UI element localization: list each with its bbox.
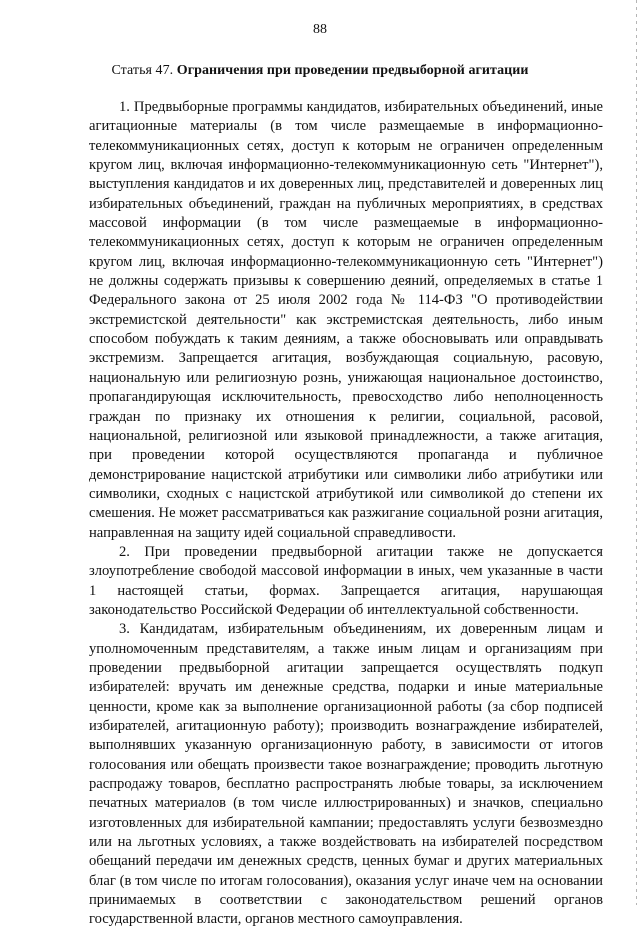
article-heading: Ограничения при проведении предвыборной агитации bbox=[176, 63, 529, 78]
paragraph-2: 2. При проведении предвыборной агитации также не допускается злоупотребление свободой массовой информации в иных, чем указанные в части 1 настоящей статьи, формах. Запрещается агитация, нарушающая законодательство Российской Федерации об интеллектуальной собственности. bbox=[89, 543, 603, 618]
article-label: Статья 47. bbox=[111, 63, 174, 78]
article-title bbox=[0, 63, 640, 79]
page-number: 88 bbox=[313, 22, 327, 37]
paragraph-1: 1. Предвыборные программы кандидатов, избирательных объединений, иные агитационные материалы (в том числе размещаемые в информационно-телекоммуникационных сетях, доступ к которым не ограничен определенным кругом лиц, включая информационно-телекоммуникационную сеть "Интернет"), выступления кандидатов и их доверенных лиц, представителей и доверенных лиц избирательных объединений, граждан на публичных мероприятиях, в средствах массовой информации (в том числе размещаемые в информационно-телекоммуникационных сетях, доступ к которым не ограничен определенным кругом лиц, включая информационно-телекоммуникационную сеть "Интернет") не должны содержать призывы к совершению деяний, определяемых в статье 1 Федерального закона от 25 июля 2002 года № 114-ФЗ "О противодействии экстремистской деятельности" как экстремистская деятельность, либо иным способом побуждать к таким деяниям, а также обосновывать или оправдывать экстремизм. Запрещается агитация, возбуждающая социальную, расовую, национальную или религиозную рознь, унижающая национальное достоинство, пропагандирующая исключительность, превосходство либо неполноценность граждан по признаку их отношения к религии, социальной, расовой, национальной, религиозной или языковой принадлежности, а также агитация, при проведении которой осуществляются пропаганда и публичное демонстрирование нацистской атрибутики или символики либо атрибутики или символики, сходных с нацистской атрибутикой или символикой до степени их смешения. Не может рассматриваться как разжигание социальной розни агитация, направленная на защиту идей социальной справедливости. bbox=[89, 99, 603, 541]
paragraph-3: 3. Кандидатам, избирательным объединениям, их доверенным лицам и уполномоченным представителям, а также иным лицам и организациям при проведении предвыборной агитации запрещается осуществлять подкуп избирателей: вручать им денежные средства, подарки и иные материальные ценности, кроме как за выполнение организационной работы (за сбор подписей избирателей, агитационную работу); производить вознаграждение избирателей, выполнявших указанную организационную работу, в зависимости от итогов голосования или обещать произвести такое вознаграждение; проводить льготную распродажу товаров, бесплатно распространять любые товары, за исключением печатных материалов (в том числе иллюстрированных) и значков, специально изготовленных для избирательной кампании; предоставлять услуги безвозмездно или на льготных условиях, а также воздействовать на избирателей посредством обещаний передачи им денежных средств, ценных бумаг и других материальных благ (в том числе по итогам голосования), оказания услуг иначе чем на основании принимаемых в соответствии с законодательством решений органов государственной власти, органов местного самоуправления. bbox=[89, 621, 603, 928]
scan-edge-line bbox=[636, 0, 637, 905]
article-body bbox=[89, 98, 603, 930]
